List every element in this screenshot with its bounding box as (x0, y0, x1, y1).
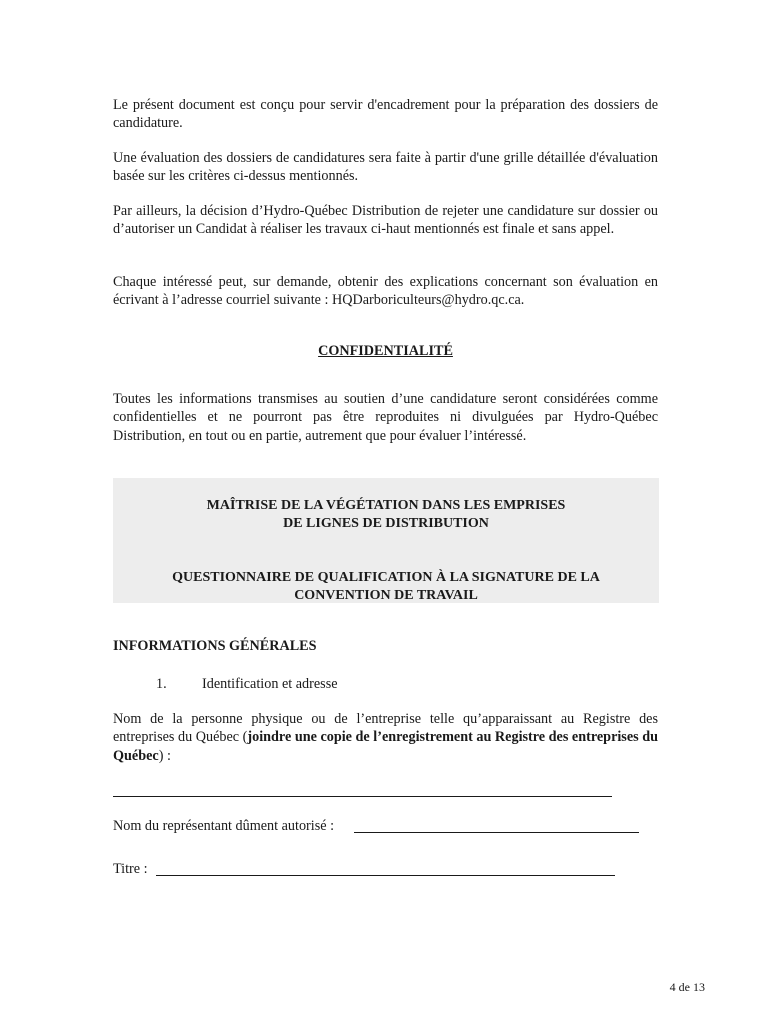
confidentiality-paragraph: Toutes les informations transmises au soutien d’une candidature seront considérées comme confidentielles et ne pourront pas être reproduites ni divulguées par Hydro-Québec Distribution, en tout ou en partie, autrement que pour évaluer l’intéressé. (113, 391, 658, 444)
confidentiality-heading: CONFIDENTIALITÉ (318, 343, 453, 359)
general-info-heading: INFORMATIONS GÉNÉRALES (113, 638, 317, 654)
evaluation-paragraph: Une évaluation des dossiers de candidatures sera faite à partir d'une grille détaillée d'évaluation basée sur les critères ci-dessus mentionnés. (113, 150, 658, 185)
instruction-text-start: Nom de la personne physique ou de l’entreprise telle qu’apparaissant au Registre des entreprises du Québec ( (113, 711, 658, 746)
company-name-instruction (113, 710, 658, 765)
intro-paragraph: Le présent document est conçu pour servir d'encadrement pour la préparation des dossiers de candidature. (113, 97, 658, 132)
page-number: 4 de 13 (669, 980, 705, 994)
instruction-text-bold: joindre une copie de l’enregistrement au Registre des entreprises du Québec (113, 729, 658, 764)
company-name-line[interactable] (113, 796, 612, 797)
contact-paragraph: Chaque intéressé peut, sur demande, obtenir des explications concernant son évaluation en écrivant à l’adresse courriel suivante : HQDarboriculteurs@hydro.qc.ca. (113, 274, 658, 309)
title-label: Titre : (113, 861, 148, 877)
program-title-line1: MAÎTRISE DE LA VÉGÉTATION DANS LES EMPRISES (206, 498, 566, 513)
questionnaire-title-line2: CONVENTION DE TRAVAIL (294, 588, 478, 603)
program-title-line2: DE LIGNES DE DISTRIBUTION (283, 516, 489, 531)
representative-line[interactable] (354, 832, 639, 833)
representative-label: Nom du représentant dûment autorisé : (113, 818, 335, 834)
title-line[interactable] (156, 875, 615, 876)
item-label: Identification et adresse (202, 676, 338, 692)
decision-paragraph: Par ailleurs, la décision d’Hydro-Québec Distribution de rejeter une candidature sur dossier ou d’autoriser un Candidat à réaliser les travaux ci-haut mentionnés est finale et sans appel. (113, 203, 658, 238)
item-number: 1. (156, 676, 167, 692)
questionnaire-title-line1: QUESTIONNAIRE DE QUALIFICATION À LA SIGNATURE DE LA (172, 570, 600, 585)
instruction-text-end: ) : (158, 747, 171, 764)
